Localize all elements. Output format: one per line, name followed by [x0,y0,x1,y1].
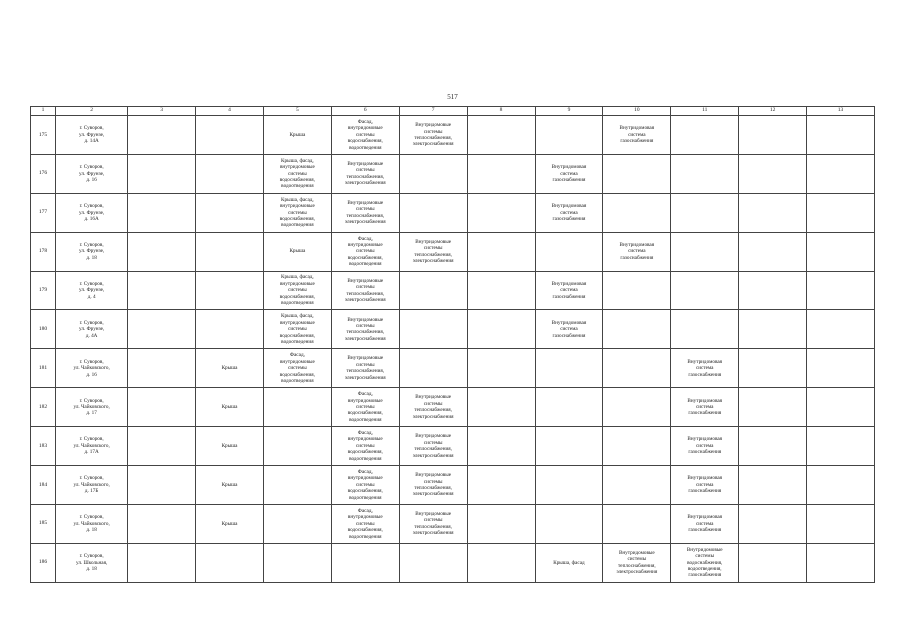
work-type-cell: Внутридомовые системы теплоснабжения, электроснабжения [399,504,467,543]
work-type-cell [196,232,264,271]
table-row [31,427,875,466]
work-type-cell [399,310,467,349]
work-type-cell [807,310,875,349]
work-type-cell [467,310,535,349]
work-type-cell [128,466,196,505]
work-type-cell [603,271,671,310]
work-type-cell: Внутридомовые системы теплоснабжения, электроснабжения [399,427,467,466]
work-type-cell [739,543,807,582]
work-type-cell [807,466,875,505]
work-type-cell [467,504,535,543]
work-type-cell [467,193,535,232]
work-type-cell [807,154,875,193]
work-type-cell: Внутридомовые системы теплоснабжения, электроснабжения [331,154,399,193]
work-type-cell: Внутридомовая система газоснабжения [535,193,603,232]
work-type-cell [807,427,875,466]
table-row [31,388,875,427]
table-row [31,543,875,582]
work-type-cell [399,271,467,310]
work-type-cell: Крыша, фасад, внутридомовые системы водоснабжения, водоотведения [263,154,331,193]
row-number-cell: 184 [31,466,56,505]
work-type-cell [467,466,535,505]
work-type-cell: Внутридомовые системы теплоснабжения, электроснабжения [399,232,467,271]
work-type-cell [128,193,196,232]
work-type-cell [807,271,875,310]
table-row [31,466,875,505]
work-type-cell [807,232,875,271]
work-type-cell: Крыша [196,388,264,427]
work-type-cell: Внутридомовые системы теплоснабжения, электроснабжения [399,466,467,505]
work-type-cell [739,271,807,310]
work-type-cell [535,427,603,466]
address-cell: г. Суворов, ул. Фрунзе, д. 4 [56,271,128,310]
work-type-cell [128,504,196,543]
address-cell: г. Суворов, ул. Чайковского, д. 18 [56,504,128,543]
work-type-cell [263,427,331,466]
column-header: 10 [603,107,671,116]
work-type-cell [739,232,807,271]
work-type-cell: Внутридомовые системы теплоснабжения, электроснабжения [399,116,467,155]
work-type-cell: Внутридомовая система газоснабжения [535,154,603,193]
column-header: 5 [263,107,331,116]
work-type-cell [603,310,671,349]
work-type-cell: Крыша [263,116,331,155]
work-type-cell: Внутридомовая система газоснабжения [671,504,739,543]
work-type-cell: Фасад, внутридомовые системы водоснабжения, водоотведения [331,466,399,505]
row-number-cell: 183 [31,427,56,466]
work-type-cell [671,271,739,310]
work-type-cell [467,232,535,271]
repair-schedule-table [30,106,875,583]
work-type-cell [467,349,535,388]
work-type-cell: Внутридомовые системы теплоснабжения, электроснабжения [399,388,467,427]
work-type-cell: Внутридомовая система газоснабжения [671,466,739,505]
work-type-cell [128,388,196,427]
work-type-cell [399,154,467,193]
address-cell: г. Суворов, ул. Школьная, д. 18 [56,543,128,582]
work-type-cell [467,543,535,582]
column-header: 1 [31,107,56,116]
work-type-cell [739,193,807,232]
work-type-cell [263,388,331,427]
work-type-cell [807,543,875,582]
work-type-cell [263,466,331,505]
work-type-cell [671,116,739,155]
column-header: 7 [399,107,467,116]
work-type-cell: Внутридомовые системы теплоснабжения, электроснабжения [331,310,399,349]
work-type-cell [467,388,535,427]
work-type-cell [671,232,739,271]
work-type-cell [399,193,467,232]
work-type-cell: Крыша [196,427,264,466]
work-type-cell [196,543,264,582]
work-type-cell [535,349,603,388]
work-type-cell [807,504,875,543]
work-type-cell [128,310,196,349]
work-type-cell [671,154,739,193]
work-type-cell: Крыша [196,466,264,505]
row-number-cell: 176 [31,154,56,193]
row-number-cell: 180 [31,310,56,349]
work-type-cell [807,349,875,388]
work-type-cell [603,349,671,388]
work-type-cell [807,193,875,232]
work-type-cell: Фасад, внутридомовые системы водоснабжения, водоотведения [263,349,331,388]
work-type-cell [263,543,331,582]
work-type-cell: Внутридомовые системы теплоснабжения, электроснабжения [331,349,399,388]
work-type-cell [535,388,603,427]
column-header: 13 [807,107,875,116]
address-cell: г. Суворов, ул. Чайковского, д. 17Б [56,466,128,505]
address-cell: г. Суворов, ул. Фрунзе, д. 16 [56,154,128,193]
work-type-cell [603,466,671,505]
table-row [31,271,875,310]
work-type-cell [807,388,875,427]
work-type-cell [467,154,535,193]
address-cell: г. Суворов, ул. Фрунзе, д. 4А [56,310,128,349]
work-type-cell [128,543,196,582]
table-row [31,310,875,349]
address-cell: г. Суворов, ул. Чайковского, д. 17А [56,427,128,466]
work-type-cell: Внутридомовые системы водоснабжения, водоотведения, газоснабжения [671,543,739,582]
work-type-cell [739,427,807,466]
work-type-cell [739,310,807,349]
work-type-cell: Крыша [196,504,264,543]
work-type-cell: Внутридомовая система газоснабжения [603,232,671,271]
work-type-cell: Внутридомовая система газоснабжения [671,427,739,466]
work-type-cell [467,116,535,155]
work-type-cell [739,154,807,193]
work-type-cell: Крыша, фасад [535,543,603,582]
work-type-cell: Фасад, внутридомовые системы водоснабжения, водоотведения [331,232,399,271]
column-header: 12 [739,107,807,116]
row-number-cell: 175 [31,116,56,155]
work-type-cell [128,427,196,466]
table-header-row [31,107,875,116]
work-type-cell: Фасад, внутридомовые системы водоснабжения, водоотведения [331,427,399,466]
work-type-cell: Внутридомовая система газоснабжения [535,310,603,349]
work-type-cell [535,504,603,543]
work-type-cell: Внутридомовая система газоснабжения [671,349,739,388]
work-type-cell: Внутридомовая система газоснабжения [603,116,671,155]
work-type-cell: Крыша, фасад, внутридомовые системы водоснабжения, водоотведения [263,193,331,232]
work-type-cell [603,388,671,427]
table-row [31,504,875,543]
work-type-cell [196,193,264,232]
work-type-cell: Крыша, фасад, внутридомовые системы водоснабжения, водоотведения [263,271,331,310]
work-type-cell [196,154,264,193]
work-type-cell [671,193,739,232]
work-type-cell [603,154,671,193]
work-type-cell [603,427,671,466]
work-type-cell [535,466,603,505]
address-cell: г. Суворов, ул. Фрунзе, д. 14А [56,116,128,155]
page-number: 517 [447,93,458,101]
table-row [31,154,875,193]
table-row [31,116,875,155]
row-number-cell: 178 [31,232,56,271]
column-header: 11 [671,107,739,116]
work-type-cell [535,116,603,155]
work-type-cell: Внутридомовая система газоснабжения [671,388,739,427]
work-type-cell: Внутридомовые системы теплоснабжения, электроснабжения [331,193,399,232]
work-type-cell: Внутридомовая система газоснабжения [535,271,603,310]
work-type-cell [467,427,535,466]
work-type-cell [263,504,331,543]
work-type-cell [196,116,264,155]
work-type-cell: Крыша [196,349,264,388]
row-number-cell: 179 [31,271,56,310]
work-type-cell [196,310,264,349]
work-type-cell [671,310,739,349]
work-type-cell [535,232,603,271]
row-number-cell: 181 [31,349,56,388]
work-type-cell [739,504,807,543]
work-type-cell [128,116,196,155]
work-type-cell: Фасад, внутридомовые системы водоснабжения, водоотведения [331,388,399,427]
work-type-cell [128,232,196,271]
row-number-cell: 177 [31,193,56,232]
work-type-cell [128,271,196,310]
column-header: 6 [331,107,399,116]
work-type-cell [196,271,264,310]
table-row [31,232,875,271]
column-header: 9 [535,107,603,116]
row-number-cell: 182 [31,388,56,427]
address-cell: г. Суворов, ул. Фрунзе, д. 18 [56,232,128,271]
work-type-cell [603,504,671,543]
work-type-cell [467,271,535,310]
work-type-cell [399,349,467,388]
work-type-cell [399,543,467,582]
work-type-cell [807,116,875,155]
work-type-cell: Крыша, фасад, внутридомовые системы водоснабжения, водоотведения [263,310,331,349]
address-cell: г. Суворов, ул. Чайковского, д. 16 [56,349,128,388]
work-type-cell: Внутридомовые системы теплоснабжения, электроснабжения [603,543,671,582]
work-type-cell [739,116,807,155]
column-header: 3 [128,107,196,116]
column-header: 8 [467,107,535,116]
work-type-cell: Внутридомовые системы теплоснабжения, электроснабжения [331,271,399,310]
address-cell: г. Суворов, ул. Фрунзе, д. 16А [56,193,128,232]
row-number-cell: 185 [31,504,56,543]
column-header: 2 [56,107,128,116]
table-row [31,349,875,388]
work-type-cell [128,154,196,193]
work-type-cell: Фасад, внутридомовые системы водоснабжения, водоотведения [331,504,399,543]
column-header: 4 [196,107,264,116]
work-type-cell: Фасад, внутридомовые системы водоснабжения, водоотведения [331,116,399,155]
work-type-cell [739,466,807,505]
work-type-cell [739,388,807,427]
address-cell: г. Суворов, ул. Чайковского, д. 17 [56,388,128,427]
work-type-cell [331,543,399,582]
work-type-cell [603,193,671,232]
table-row [31,193,875,232]
work-type-cell [739,349,807,388]
row-number-cell: 186 [31,543,56,582]
work-type-cell [128,349,196,388]
work-type-cell: Крыша [263,232,331,271]
